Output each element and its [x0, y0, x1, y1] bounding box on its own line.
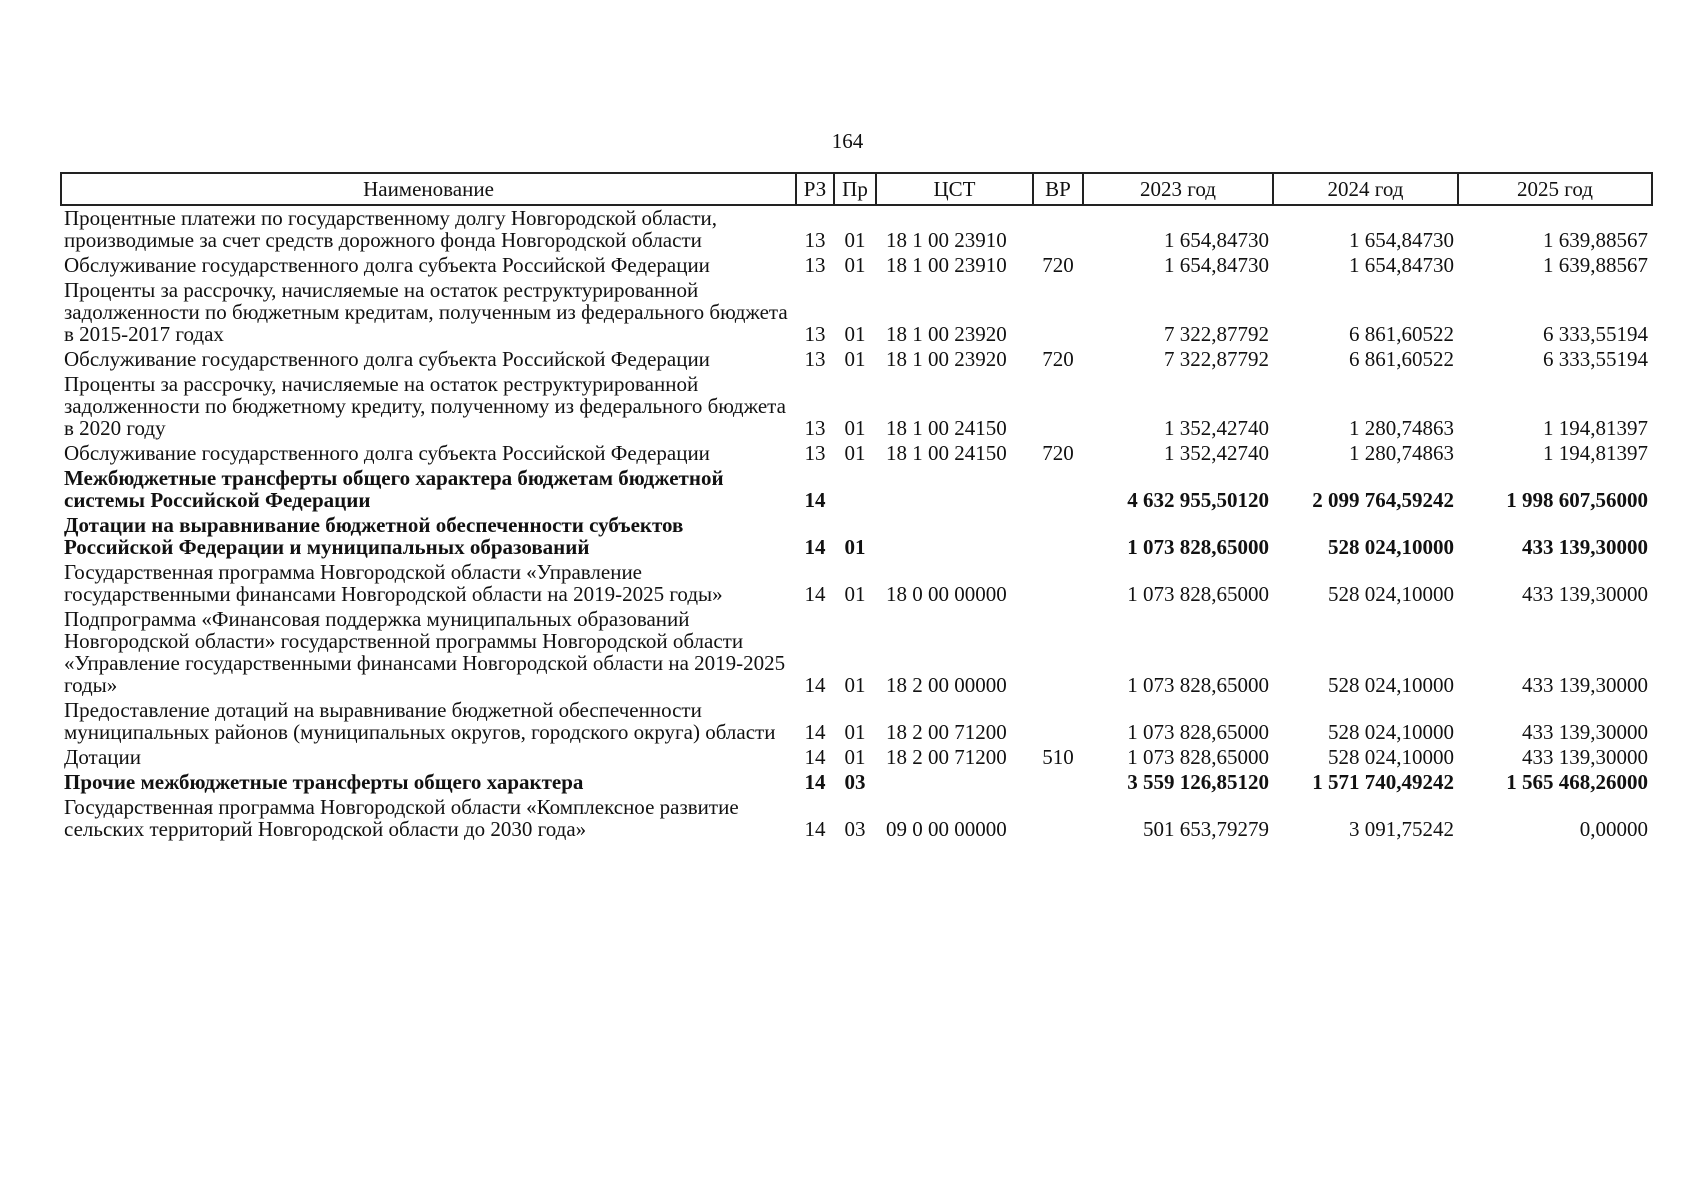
cell-2023: 3 559 126,85120	[1127, 770, 1269, 794]
table-row	[61, 607, 1652, 698]
cell-2024: 2 099 764,59242	[1312, 488, 1454, 512]
cell-2024: 528 024,10000	[1328, 582, 1454, 606]
cell-2024: 528 024,10000	[1328, 673, 1454, 697]
cell-name: Подпрограмма «Финансовая поддержка муниципальных образований Новгородской области» государственной программы Новгородской области «Управление государственными финансами Новгородской области на 2019-2025 годы»	[64, 607, 786, 697]
cell-cst: 18 1 00 23910	[886, 253, 1007, 277]
header-2025: 2025 год	[1458, 173, 1652, 205]
cell-rz: 13	[804, 347, 826, 371]
table-row	[61, 347, 1652, 372]
cell-rz: 13	[804, 253, 826, 277]
cell-name: Дотации	[64, 745, 142, 769]
table-row	[61, 770, 1652, 795]
header-name: Наименование	[61, 173, 796, 205]
cell-2023: 501 653,79279	[1143, 817, 1269, 841]
cell-vr	[1033, 205, 1083, 253]
cell-name: Государственная программа Новгородской области «Управление государственными финансами Новгородской области на 2019-2025 годы»	[64, 560, 723, 606]
cell-pr: 01	[844, 673, 866, 697]
cell-2024: 528 024,10000	[1328, 535, 1454, 559]
cell-name: Проценты за рассрочку, начисляемые на остаток реструктурированной задолженности по бюджетным кредитам, полученным из федерального бюджета в 2015-2017 годах	[64, 278, 788, 346]
cell-name: Обслуживание государственного долга субъекта Российской Федерации	[64, 347, 710, 371]
cell-name: Обслуживание государственного долга субъекта Российской Федерации	[64, 253, 710, 277]
cell-2024: 3 091,75242	[1349, 817, 1454, 841]
cell-2023: 1 073 828,65000	[1127, 535, 1269, 559]
cell-pr: 01	[844, 253, 866, 277]
cell-rz: 13	[804, 228, 826, 252]
cell-vr	[1033, 513, 1083, 560]
table-row	[61, 466, 1652, 513]
cell-2024: 1 654,84730	[1349, 253, 1454, 277]
table-row	[61, 253, 1652, 278]
cell-vr: 720	[1042, 441, 1074, 465]
cell-pr: 03	[844, 770, 866, 794]
cell-pr: 01	[844, 535, 866, 559]
cell-name: Дотации на выравнивание бюджетной обеспеченности субъектов Российской Федерации и муниципальных образований	[64, 513, 684, 559]
cell-cst: 18 1 00 24150	[886, 416, 1007, 440]
table-header	[61, 173, 1652, 205]
cell-pr: 03	[844, 817, 866, 841]
cell-name: Обслуживание государственного долга субъекта Российской Федерации	[64, 441, 710, 465]
cell-2023: 1 654,84730	[1164, 253, 1269, 277]
cell-cst: 18 2 00 00000	[886, 673, 1007, 697]
cell-pr: 01	[844, 347, 866, 371]
cell-rz: 14	[804, 488, 826, 512]
cell-name: Процентные платежи по государственному долгу Новгородской области, производимые за счет средств дорожного фонда Новгородской области	[64, 206, 717, 252]
table-row	[61, 441, 1652, 466]
cell-rz: 13	[804, 322, 826, 346]
table-row	[61, 745, 1652, 770]
cell-2025: 433 139,30000	[1522, 673, 1648, 697]
cell-2025: 1 194,81397	[1543, 416, 1648, 440]
cell-pr: 01	[844, 228, 866, 252]
cell-vr	[1033, 607, 1083, 698]
cell-cst: 18 1 00 23920	[886, 347, 1007, 371]
cell-rz: 14	[804, 720, 826, 744]
cell-name: Прочие межбюджетные трансферты общего характера	[64, 770, 584, 794]
page-number: 164	[831, 129, 864, 153]
cell-2023: 1 073 828,65000	[1127, 720, 1269, 744]
cell-vr: 720	[1042, 347, 1074, 371]
cell-pr: 01	[844, 322, 866, 346]
cell-vr	[1033, 372, 1083, 441]
cell-cst: 18 1 00 24150	[886, 441, 1007, 465]
cell-2024: 528 024,10000	[1328, 745, 1454, 769]
cell-2023: 1 654,84730	[1164, 228, 1269, 252]
cell-vr	[1033, 560, 1083, 607]
cell-2025: 0,00000	[1579, 817, 1648, 841]
cell-2025: 6 333,55194	[1543, 322, 1648, 346]
cell-cst	[876, 466, 1033, 513]
cell-2023: 4 632 955,50120	[1127, 488, 1269, 512]
cell-cst: 18 2 00 71200	[886, 720, 1007, 744]
cell-2024: 6 861,60522	[1349, 322, 1454, 346]
table-row	[61, 205, 1652, 253]
cell-2025: 1 194,81397	[1543, 441, 1648, 465]
cell-name: Проценты за рассрочку, начисляемые на остаток реструктурированной задолженности по бюджетному кредиту, полученному из федерального бюджета в 2020 году	[64, 372, 786, 440]
cell-pr: 01	[844, 416, 866, 440]
cell-name: Предоставление дотаций на выравнивание бюджетной обеспеченности муниципальных районов (муниципальных округов, городского округа) области	[64, 698, 776, 744]
cell-2025: 433 139,30000	[1522, 745, 1648, 769]
table-row	[61, 372, 1652, 441]
budget-table	[60, 172, 1653, 842]
cell-pr: 01	[844, 441, 866, 465]
header-cst: ЦСТ	[876, 173, 1033, 205]
cell-cst: 18 0 00 00000	[886, 582, 1007, 606]
cell-2025: 6 333,55194	[1543, 347, 1648, 371]
cell-rz: 14	[804, 673, 826, 697]
cell-vr	[1033, 278, 1083, 347]
cell-2025: 1 639,88567	[1543, 253, 1648, 277]
cell-vr	[1033, 466, 1083, 513]
cell-pr: 01	[844, 720, 866, 744]
cell-vr	[1033, 698, 1083, 745]
cell-rz: 14	[804, 535, 826, 559]
cell-2025: 1 998 607,56000	[1506, 488, 1648, 512]
table-row	[61, 698, 1652, 745]
table-row	[61, 795, 1652, 842]
cell-name: Государственная программа Новгородской области «Комплексное развитие сельских территорий Новгородской области до 2030 года»	[64, 795, 739, 841]
cell-cst: 09 0 00 00000	[886, 817, 1007, 841]
cell-cst: 18 2 00 71200	[886, 745, 1007, 769]
cell-pr: 01	[844, 582, 866, 606]
cell-2025: 1 639,88567	[1543, 228, 1648, 252]
cell-2024: 1 280,74863	[1349, 441, 1454, 465]
header-2023: 2023 год	[1083, 173, 1273, 205]
header-pr: Пр	[834, 173, 876, 205]
cell-rz: 14	[804, 582, 826, 606]
header-vr: ВР	[1033, 173, 1083, 205]
cell-cst	[876, 513, 1033, 560]
cell-vr	[1033, 795, 1083, 842]
cell-2024: 1 280,74863	[1349, 416, 1454, 440]
header-2024: 2024 год	[1273, 173, 1458, 205]
table-row	[61, 513, 1652, 560]
cell-rz: 14	[804, 745, 826, 769]
cell-2024: 528 024,10000	[1328, 720, 1454, 744]
cell-pr: 01	[844, 745, 866, 769]
cell-2024: 6 861,60522	[1349, 347, 1454, 371]
cell-rz: 13	[804, 441, 826, 465]
cell-vr	[1033, 770, 1083, 795]
cell-2023: 7 322,87792	[1164, 347, 1269, 371]
header-rz: РЗ	[796, 173, 834, 205]
cell-rz: 13	[804, 416, 826, 440]
cell-pr	[834, 466, 876, 513]
cell-2023: 7 322,87792	[1164, 322, 1269, 346]
table-body	[61, 205, 1652, 842]
cell-vr: 510	[1042, 745, 1074, 769]
cell-2024: 1 654,84730	[1349, 228, 1454, 252]
cell-2023: 1 352,42740	[1164, 416, 1269, 440]
cell-2024: 1 571 740,49242	[1312, 770, 1454, 794]
cell-rz: 14	[804, 817, 826, 841]
cell-cst: 18 1 00 23910	[886, 228, 1007, 252]
cell-2023: 1 073 828,65000	[1127, 745, 1269, 769]
cell-name: Межбюджетные трансферты общего характера бюджетам бюджетной системы Российской Федерации	[64, 466, 724, 512]
cell-2025: 433 139,30000	[1522, 720, 1648, 744]
cell-vr: 720	[1042, 253, 1074, 277]
cell-2025: 433 139,30000	[1522, 582, 1648, 606]
cell-cst	[876, 770, 1033, 795]
table-row	[61, 278, 1652, 347]
cell-rz: 14	[804, 770, 826, 794]
cell-2025: 433 139,30000	[1522, 535, 1648, 559]
cell-cst: 18 1 00 23920	[886, 322, 1007, 346]
cell-2023: 1 073 828,65000	[1127, 582, 1269, 606]
table-row	[61, 560, 1652, 607]
cell-2023: 1 352,42740	[1164, 441, 1269, 465]
cell-2023: 1 073 828,65000	[1127, 673, 1269, 697]
cell-2025: 1 565 468,26000	[1506, 770, 1648, 794]
